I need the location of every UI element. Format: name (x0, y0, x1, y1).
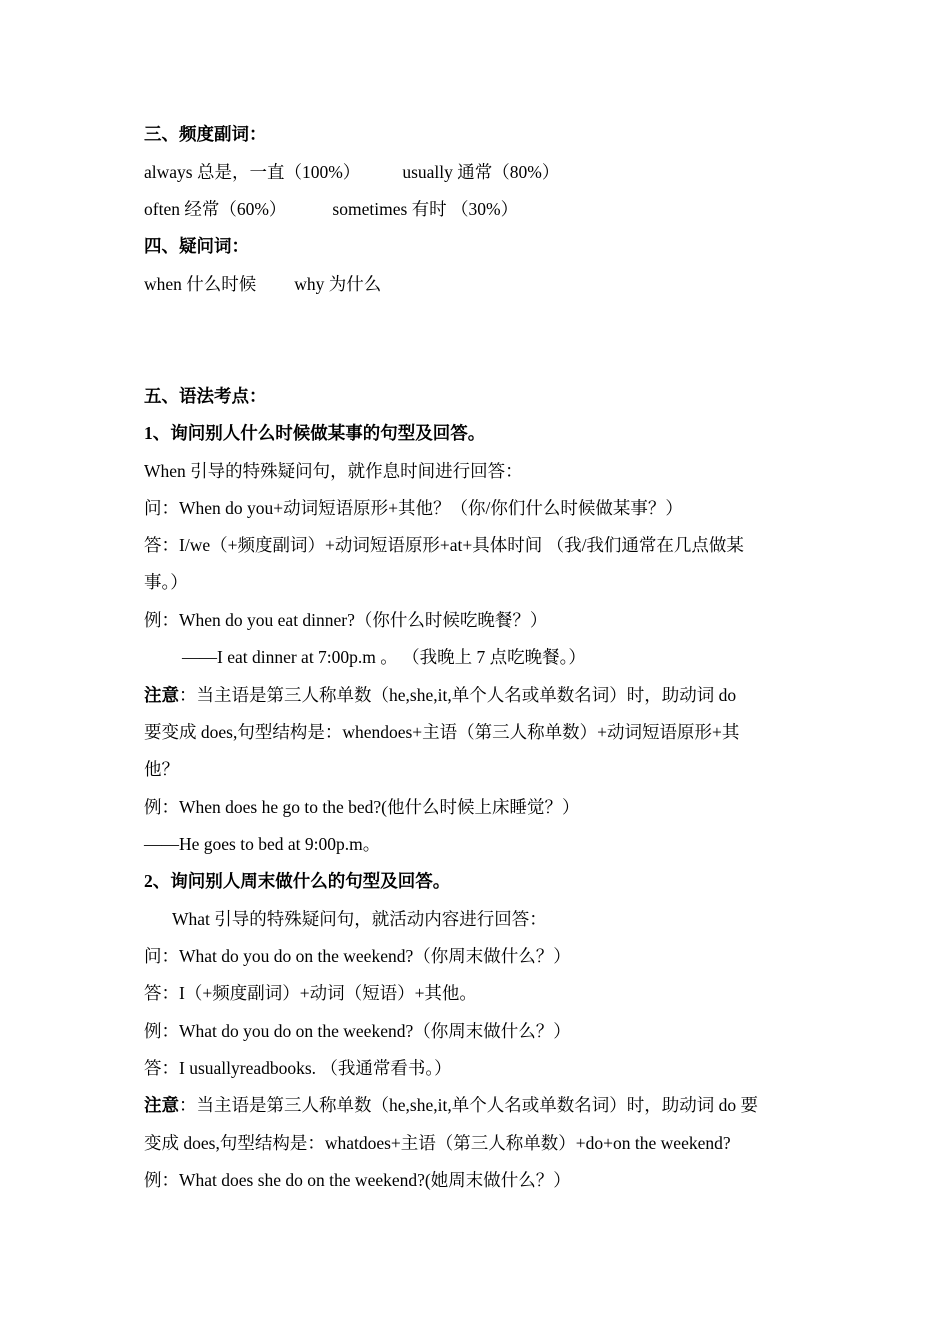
point1-note-line3: 他？ (144, 759, 179, 779)
point2-example1-answer: 答：I usuallyreadbooks. （我通常看书。） (144, 1058, 452, 1078)
point1-question-pattern: 问：When do you+动词短语原形+其他？（你/你们什么时候做某事？） (144, 498, 683, 518)
point1-intro: When 引导的特殊疑问句，就作息时间进行回答： (144, 461, 523, 481)
point2-intro: What 引导的特殊疑问句，就活动内容进行回答： (172, 909, 547, 929)
point1-example2: 例：When does he go to the bed?(他什么时候上床睡觉？） (144, 797, 580, 817)
note-text: ：当主语是第三人称单数（he,she,it,单个人名或单数名词）时，助动词 do (179, 685, 737, 705)
point1-example2-answer: ——He goes to bed at 9:00p.m。 (144, 834, 381, 854)
point1-note-line1 (144, 683, 736, 707)
point1-title: 1、询问别人什么时候做某事的句型及回答。 (144, 423, 486, 443)
adverb-sometimes: sometimes 有时 （30%） (332, 199, 519, 219)
adverb-often: often 经常（60%） (144, 199, 287, 219)
adverb-always: always 总是，一直（100%） (144, 162, 361, 182)
point2-example2: 例：What does she do on the weekend?(她周末做什么？） (144, 1170, 571, 1190)
point1-example1-answer: ——I eat dinner at 7:00p.m 。 （我晚上 7 点吃晚餐。） (182, 647, 586, 667)
point1-example1: 例：When do you eat dinner?（你什么时候吃晚餐？） (144, 610, 548, 630)
adverb-usually: usually 通常（80%） (402, 162, 560, 182)
question-words-row (144, 272, 381, 296)
frequency-row-2 (144, 197, 518, 221)
point2-example1: 例：What do you do on the weekend?（你周末做什么？） (144, 1021, 571, 1041)
point2-note-line1 (144, 1093, 758, 1117)
word-when: when 什么时候 (144, 274, 257, 294)
point1-answer-pattern-line2: 事。） (144, 572, 188, 592)
point2-title: 2、询问别人周末做什么的句型及回答。 (144, 871, 451, 891)
point2-answer-pattern: 答：I（+频度副词）+动词（短语）+其他。 (144, 983, 477, 1003)
point2-note-line2: 变成 does,句型结构是：whatdoes+主语（第三人称单数）+do+on the weekend? (144, 1133, 731, 1153)
note-text: ：当主语是第三人称单数（he,she,it,单个人名或单数名词）时，助动词 do 要 (179, 1095, 758, 1115)
note-label: 注意 (144, 1095, 179, 1115)
section4-heading: 四、疑问词： (144, 236, 249, 256)
note-label: 注意 (144, 685, 179, 705)
point1-answer-pattern-line1: 答：I/we（+频度副词）+动词短语原形+at+具体时间 （我/我们通常在几点做某 (144, 535, 744, 555)
frequency-row-1 (144, 160, 559, 184)
word-why: why 为什么 (294, 274, 382, 294)
section5-heading: 五、语法考点： (144, 386, 267, 406)
section3-heading: 三、频度副词： (144, 124, 267, 144)
point2-question-pattern: 问：What do you do on the weekend?（你周末做什么？） (144, 946, 571, 966)
point1-note-line2: 要变成 does,句型结构是：whendoes+主语（第三人称单数）+动词短语原形+其 (144, 722, 740, 742)
